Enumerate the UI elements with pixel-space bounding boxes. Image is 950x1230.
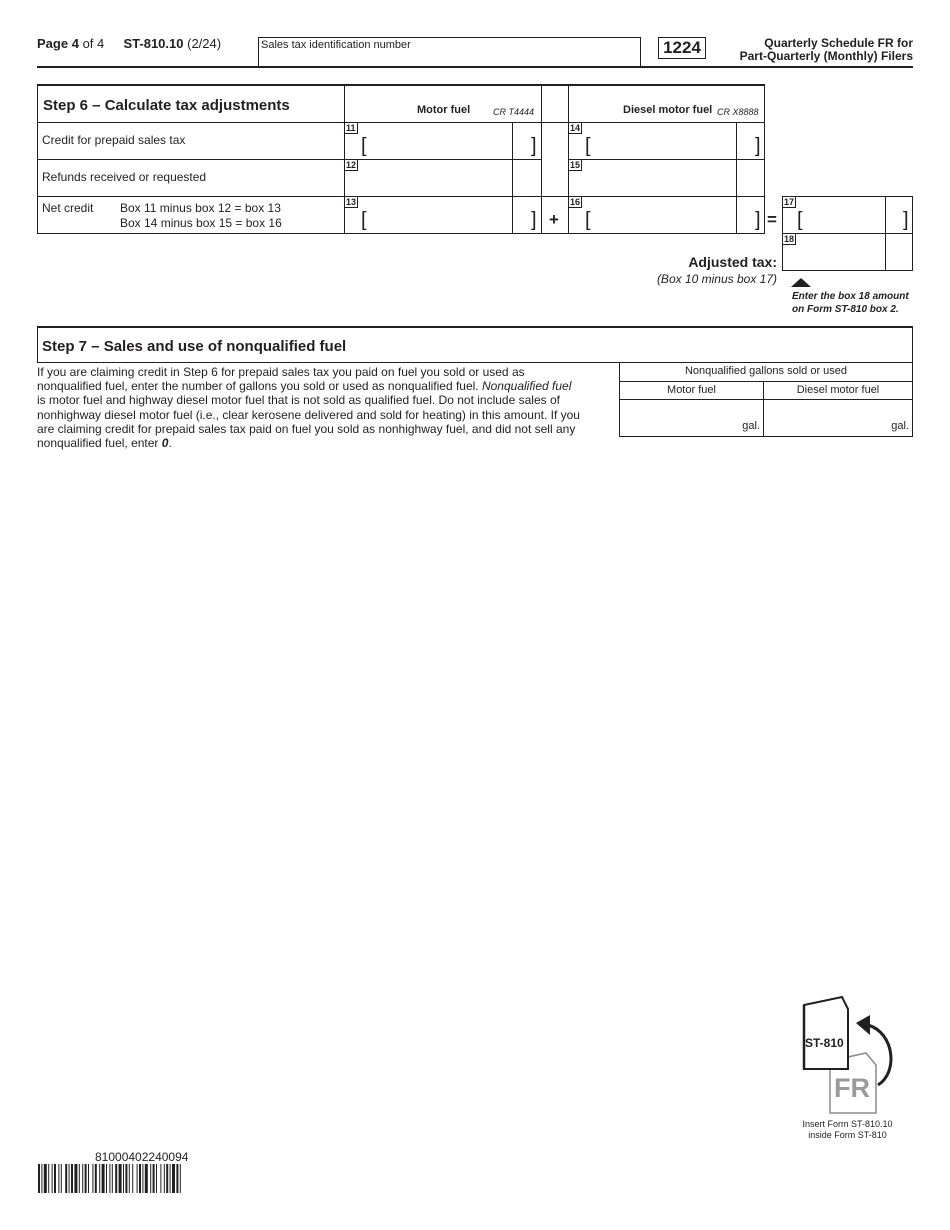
diesel-fuel-header: Diesel motor fuel (623, 104, 713, 116)
adjusted-tax-label: Adjusted tax: (688, 254, 777, 270)
bracket-open: [ (585, 209, 591, 231)
box-14-number: 14 (570, 123, 581, 133)
form-id: ST-810.10 (123, 36, 184, 51)
cents-divider (885, 234, 886, 270)
barcode-number: 81000402240094 (95, 1150, 189, 1164)
box-12-field[interactable] (345, 160, 512, 196)
box-18-number: 18 (784, 234, 795, 244)
insert-caption: Insert Form ST-810.10 inside Form ST-810 (802, 1119, 893, 1140)
form-title: Quarterly Schedule FR for Part-Quarterly (Monthly) Filers (739, 36, 913, 63)
step7-title: Step 7 – Sales and use of nonqualified fuel (42, 338, 347, 355)
st810-doc-label: ST-810 (805, 1036, 844, 1050)
motor-fuel-cr: CR T4444 (493, 107, 535, 117)
bracket-close: ] (755, 209, 761, 231)
adjusted-tax-note: (Box 10 minus box 17) (656, 272, 777, 286)
step6-title: Step 6 – Calculate tax adjustments (43, 97, 290, 114)
box-15-number: 15 (570, 160, 581, 170)
box-11-field[interactable] (345, 123, 512, 159)
row-refunds-label: Refunds received or requested (42, 170, 207, 184)
bracket-close: ] (531, 135, 537, 157)
col-diesel-motor-fuel: Diesel motor fuel (763, 381, 913, 400)
page-indicator: Page 4 of 4 ST-810.10 (2/24) (37, 36, 222, 51)
cents-divider (885, 197, 886, 233)
net-credit-formula-1: Box 11 minus box 12 = box 13 (120, 201, 281, 215)
box-13-field[interactable] (345, 197, 512, 233)
form-date: (2/24) (187, 36, 222, 51)
enter-box-18-note: Enter the box 18 amount on Form ST-810 box 2. (792, 291, 909, 315)
box-15-field[interactable] (569, 160, 736, 196)
bracket-close: ] (531, 209, 537, 231)
bracket-close: ] (755, 135, 761, 157)
step6-top-rule (37, 84, 765, 86)
gallons-table-header: Nonqualified gallons sold or used (619, 362, 913, 382)
bracket-open: [ (797, 209, 803, 231)
sales-tax-id-field[interactable] (258, 37, 641, 67)
bracket-close: ] (903, 209, 909, 231)
period-code: 1224 (658, 37, 706, 59)
step7-instructions: If you are claiming credit in Step 6 for prepaid sales tax you paid on fuel you sold or used as nonqualified fuel, enter the number of gallons you sold or used as nonqualified fuel. Nonqualified fuel is motor fuel and highway diesel motor fuel that is not sold as qualified fuel. Do not include sales of nonhighway diesel motor fuel (i.e., clear kerosene delivered and sold for heating) in this amount. If you are claiming credit for prepaid sales tax paid on fuel you sold as nonhighway fuel, and did not sell any nonqualified fuel, enter 0. (37, 365, 580, 451)
box-13-number: 13 (346, 197, 357, 207)
step7-header (37, 326, 913, 363)
motor-fuel-header: Motor fuel (417, 104, 471, 116)
row-net-credit-label: Net credit (42, 201, 94, 215)
header-rule (37, 66, 913, 68)
bracket-open: [ (361, 135, 367, 157)
barcode (38, 1164, 250, 1193)
col-divider (736, 122, 737, 234)
box-16-number: 16 (570, 197, 581, 207)
row-credit-label: Credit for prepaid sales tax (42, 133, 186, 147)
insert-instruction-graphic (790, 993, 905, 1118)
box-17-number: 17 (784, 197, 795, 207)
plus-sign: + (549, 210, 559, 229)
diesel-gallons-field[interactable]: gal. (763, 399, 913, 437)
sales-tax-id-label: Sales tax identification number (261, 39, 411, 51)
box-11-number: 11 (346, 123, 356, 133)
col-motor-fuel: Motor fuel (619, 381, 764, 400)
box-14-field[interactable] (569, 123, 736, 159)
net-credit-formula-2: Box 14 minus box 15 = box 16 (120, 216, 282, 230)
col-divider (512, 122, 513, 234)
col-divider (764, 86, 765, 234)
box-16-field[interactable] (569, 197, 736, 233)
up-arrow-icon (791, 277, 811, 288)
equals-sign: = (767, 210, 777, 229)
bracket-open: [ (361, 209, 367, 231)
box-12-number: 12 (346, 160, 357, 170)
bracket-open: [ (585, 135, 591, 157)
step6-row-line (37, 233, 765, 234)
box-18-field[interactable] (782, 233, 913, 271)
fr-doc-label: FR (834, 1073, 870, 1103)
diesel-fuel-cr: CR X8888 (717, 107, 759, 117)
gutter-blank (542, 123, 568, 196)
motor-fuel-gallons-field[interactable]: gal. (619, 399, 764, 437)
